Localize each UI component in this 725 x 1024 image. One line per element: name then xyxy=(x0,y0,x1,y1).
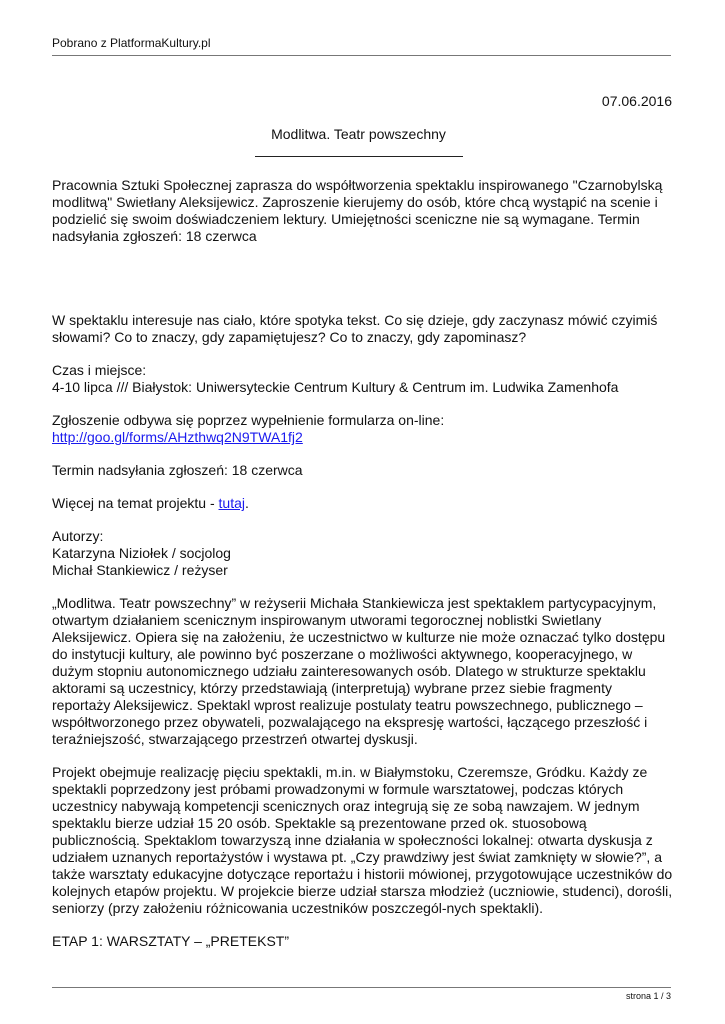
header-divider xyxy=(52,55,671,56)
document-title: Modlitwa. Teatr powszechny xyxy=(271,126,446,142)
description-paragraph: „Modlitwa. Teatr powszechny” w reżyserii Michała Stankiewicza jest spektaklem partycypacyjnym, otwartym działaniem scenicznym inspirowanym utworami tegorocznej noblistki Swietlany Aleksijewicz. Opiera się na założeniu, że uczestnictwo w kulturze nie może oznaczać tylko dostępu do instytucji kultury, ale powinno być poszerzane o możliwości aktywnego, kooperacyjnego, w dużym stopniu autonomicznego udziału zainteresowanych osób. Dlatego w strukturze spektaklu aktorami są uczestnicy, którzy przedstawiają (interpretują) wybrane przez siebie fragmenty reportaży Aleksijewicz. Spektakl wprost realizuje postulaty teatru powszechnego, publicznego – współtworzonego przez obywateli, pozwalającego na ekspresję wartości, łączącego przeszłość i teraźniejszość, stwarzającego przestrzeń otwartej dyskusji. xyxy=(52,595,666,747)
document-body xyxy=(52,177,674,950)
stage-heading: ETAP 1: WARSZTATY – „PRETEKST” xyxy=(52,933,290,949)
more-info-link[interactable]: tutaj xyxy=(218,495,245,511)
authors-label: Autorzy: xyxy=(52,528,104,544)
deadline-text: Termin nadsyłania zgłoszeń: 18 czerwca xyxy=(52,462,303,478)
time-place-value: 4-10 lipca /// Białystok: Uniwersyteckie Centrum Kultury & Centrum im. Ludwika Zamenhofa xyxy=(52,379,619,395)
application-form-link[interactable]: http://goo.gl/forms/AHzthwq2N9TWA1fj2 xyxy=(52,429,303,445)
title-underline xyxy=(255,156,463,157)
intro-paragraph: Pracownia Sztuki Społecznej zaprasza do współtworzenia spektaklu inspirowanego "Czarnobylską modlitwą" Swietłany Aleksijewicz. Zaproszenie kierujemy do osób, które chcą wystąpić na scenie i podzielić się swoim doświadczeniem lektury. Umiejętności sceniczne nie są wymagane. Termin nadsyłania zgłoszeń: 18 czerwca xyxy=(52,177,663,244)
more-info-prefix: Więcej na temat projektu - xyxy=(52,495,219,511)
page-number: strona 1 / 3 xyxy=(625,991,671,1001)
author-item: Katarzyna Niziołek / socjolog xyxy=(52,545,231,561)
project-paragraph: Projekt obejmuje realizację pięciu spektakli, m.in. w Białymstoku, Czeremsze, Gródku. Każdy ze spektakli poprzedzony jest próbami prowadzonymi w formule warsztatowej, podczas których uczestnicy nabywają kompetencji scenicznych oraz integrują się ze sobą nawzajem. W jednym spektaklu bierze udział 15 20 osób. Spektakle są prezentowane przed ok. stuosobową publicznością. Spektaklom towarzyszą inne działania w społeczności lokalnej: otwarta dyskusja z udziałem uznanych reportażystów i wystawa pt. „Czy prawdziwy jest świat zamknięty w słowie?”, a także warsztaty edukacyjne dotyczące reportażu i historii mówionej, przygotowujące uczestników do kolejnych etapów projektu. W projekcie bierze udział starsza młodzież (uczniowie, studenci), dorośli, seniorzy (przy założeniu różnicowania uczestników poszczegól-nych spektakli). xyxy=(52,764,673,916)
question-paragraph: W spektaklu interesuje nas ciało, które spotyka tekst. Co się dzieje, gdy zaczynasz mówić czyimiś słowami? Co to znaczy, gdy zapamiętujesz? Co to znaczy, gdy zapominasz? xyxy=(52,312,658,345)
application-text: Zgłoszenie odbywa się poprzez wypełnienie formularza on-line: xyxy=(52,412,445,428)
more-info-line xyxy=(52,495,674,512)
more-info-suffix: . xyxy=(244,495,249,511)
author-item: Michał Stankiewicz / reżyser xyxy=(52,562,228,578)
footer-divider xyxy=(52,987,671,988)
document-date: 07.06.2016 xyxy=(601,93,672,109)
time-place-label: Czas i miejsce: xyxy=(52,362,147,378)
document-source-header: Pobrano z PlatformaKultury.pl xyxy=(52,36,211,50)
